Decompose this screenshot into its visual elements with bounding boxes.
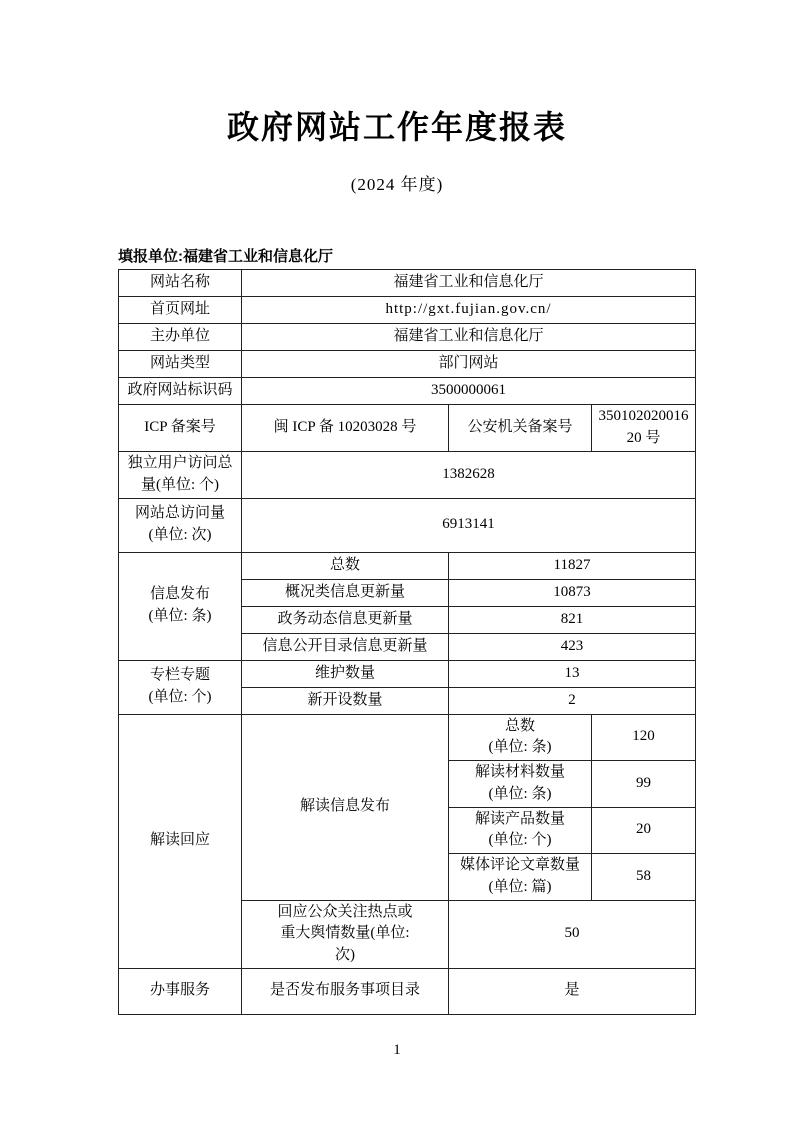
unique-visitors-value-cell: 1382628 [242,451,696,498]
unique-visitors-label-line-2: 量(单位: 个) [141,476,219,493]
icp-label-cell: ICP 备案号 [119,405,242,452]
sponsor-label-cell: 主办单位 [119,324,242,351]
table-row [119,660,696,687]
page-number: 1 [393,1042,401,1058]
site-code-label-cell: 政府网站标识码 [119,378,242,405]
interpretation-item-label-line-1: 解读材料数量 [474,764,565,780]
total-visits-value-cell: 6913141 [242,498,696,552]
public-response-label-line-1: 回应公众关注热点或 [277,903,413,920]
site-name-label-cell: 网站名称 [119,270,242,297]
table-row [119,351,696,378]
total-visits-label-line-1: 网站总访问量 [134,505,225,522]
info-publish-item-value-cell: 10873 [449,579,696,606]
info-publish-item-label-cell: 信息公开目录信息更新量 [242,633,449,660]
interpretation-item-label-cell [449,714,592,761]
site-type-value-cell: 部门网站 [242,351,696,378]
table-row [119,270,696,297]
interpretation-item-label-cell [449,854,592,901]
interpretation-item-label-line-1: 媒体评论文章数量 [459,857,580,873]
special-columns-group-line-1: 专栏专题 [149,667,210,684]
service-group-cell: 办事服务 [119,968,242,1014]
interpretation-item-label-line-2: (单位: 篇) [488,878,552,895]
police-record-label-cell: 公安机关备案号 [449,405,592,452]
table-row [119,552,696,579]
public-response-label-line-3: 次) [335,947,355,963]
public-response-value-cell: 50 [449,900,696,968]
info-publish-item-value-cell: 11827 [449,552,696,579]
interpretation-group-cell: 解读回应 [119,714,242,968]
interpretation-item-label-line-2: (单位: 条) [488,739,552,756]
unique-visitors-label-cell [119,451,242,498]
special-columns-item-label-cell: 维护数量 [242,660,449,687]
sponsor-value-cell: 福建省工业和信息化厅 [242,324,696,351]
interpretation-subgroup-cell: 解读信息发布 [242,714,449,900]
interpretation-item-value-cell: 20 [592,807,696,854]
service-item-label-cell: 是否发布服务事项目录 [242,968,449,1014]
interpretation-item-label-line-1: 解读产品数量 [474,810,565,827]
interpretation-item-label-line-1: 总数 [504,717,535,734]
icp-value-cell: 闽 ICP 备 10203028 号 [242,405,449,452]
home-url-value-cell: http://gxt.fujian.gov.cn/ [242,297,696,324]
total-visits-label-line-2: (单位: 次) [148,527,212,543]
table-row [119,405,696,452]
info-publish-group-line-1: 信息发布 [149,586,210,603]
home-url-label-cell: 首页网址 [119,297,242,324]
site-type-label-cell: 网站类型 [119,351,242,378]
reporting-unit-label: 填报单位:福建省工业和信息化厅 [118,248,333,265]
table-row [119,498,696,552]
interpretation-item-value-cell: 99 [592,761,696,808]
site-code-value-cell: 3500000061 [242,378,696,405]
annual-report-table [118,269,696,1015]
service-item-value-cell: 是 [449,968,696,1014]
info-publish-item-label-cell: 总数 [242,552,449,579]
site-name-value-cell: 福建省工业和信息化厅 [242,270,696,297]
interpretation-item-label-cell [449,761,592,808]
public-response-label-cell [242,900,449,968]
total-visits-label-cell [119,498,242,552]
page-title: 政府网站工作年度报表 [226,109,567,145]
info-publish-group-cell [119,552,242,660]
info-publish-item-label-cell: 政务动态信息更新量 [242,606,449,633]
special-columns-group-cell [119,660,242,714]
info-publish-item-value-cell: 821 [449,606,696,633]
interpretation-item-value-cell: 58 [592,854,696,901]
table-row [119,968,696,1014]
table-row [119,324,696,351]
page-subtitle: (2024 年度) [350,175,444,194]
table-row [119,378,696,405]
special-columns-group-line-2: (单位: 个) [148,689,212,705]
special-columns-item-value-cell: 2 [449,687,696,714]
table-row [119,451,696,498]
info-publish-group-line-2: (单位: 条) [148,608,212,624]
special-columns-item-label-cell: 新开设数量 [242,687,449,714]
interpretation-item-label-line-2: (单位: 条) [488,785,552,802]
table-row [119,714,696,761]
info-publish-item-label-cell: 概况类信息更新量 [242,579,449,606]
public-response-label-line-2: 重大舆情数量(单位: [280,925,410,942]
police-record-value-cell: 35010202001620 号 [592,405,696,452]
interpretation-item-label-line-2: (单位: 个) [488,832,552,849]
info-publish-item-value-cell: 423 [449,633,696,660]
interpretation-item-label-cell [449,807,592,854]
special-columns-item-value-cell: 13 [449,660,696,687]
unique-visitors-label-line-1: 独立用户访问总 [127,454,233,471]
interpretation-item-value-cell: 120 [592,714,696,761]
table-row [119,297,696,324]
